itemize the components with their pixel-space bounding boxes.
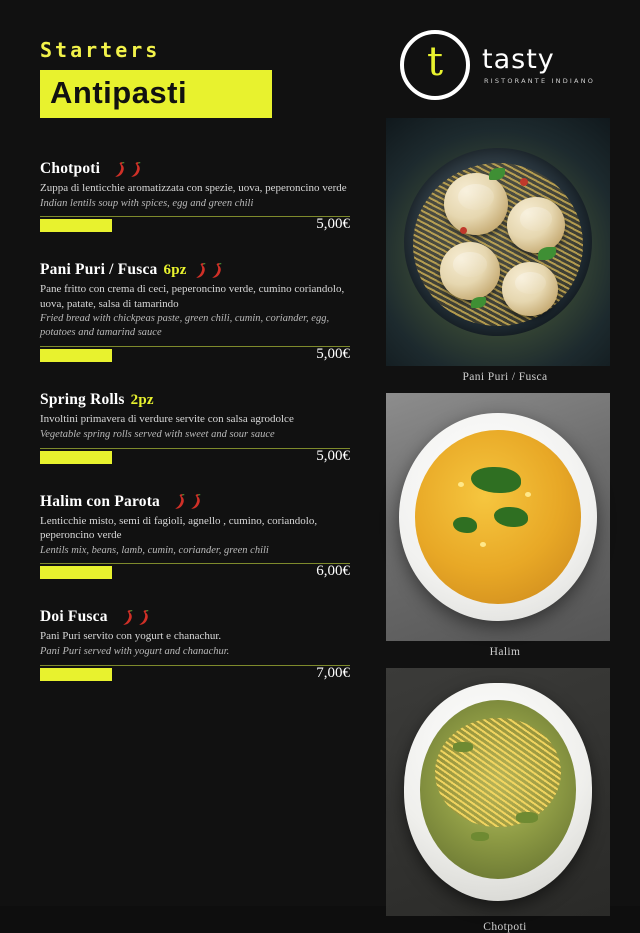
menu-item-description-it: Lenticchie misto, semi di fagioli, agnello , cumino, coriandolo, peperoncino verde (40, 514, 318, 542)
menu-item (40, 261, 350, 369)
menu-item-price-row (40, 564, 350, 586)
photo-block (386, 668, 624, 933)
brand-tagline: RISTORANTE INDIANO (484, 76, 596, 85)
chotpoti-photo (386, 668, 610, 916)
brand-text (482, 43, 596, 85)
menu-item-quantity: 2pz (130, 391, 154, 408)
photo-caption: Halim (489, 646, 521, 658)
menu-item (40, 608, 350, 687)
menu-item-price: 7,00€ (316, 664, 350, 681)
sev-topping (435, 718, 560, 827)
menu-item-name: Pani Puri / Fusca (40, 261, 158, 279)
photo-block (386, 118, 624, 383)
menu-item-description-it: Pane fritto con crema di ceci, peperoncino verde, cumino coriandolo, uova, patate, salsa di tamarindo (40, 283, 345, 310)
corn-kernel (480, 542, 486, 547)
logo-monogram: t (426, 39, 444, 85)
menu-right-column (378, 0, 640, 933)
menu-item-header (40, 261, 350, 279)
chili-pepper-icon (172, 493, 203, 510)
menu-item-name: Chotpoti (40, 160, 101, 177)
menu-item-price-row (40, 666, 350, 688)
menu-item-header (40, 493, 350, 511)
brand-logo (386, 16, 624, 118)
chili-pepper-icon (112, 161, 143, 178)
menu-item-description-en: Indian lentils soup with spices, egg and green chili (40, 197, 254, 209)
green-garnish (471, 832, 489, 841)
menu-item-description-en: Vegetable spring rolls served with sweet and sour sauce (40, 428, 275, 440)
menu-item-price-row (40, 217, 350, 239)
menu-item-price: 5,00€ (316, 346, 350, 363)
menu-item (40, 391, 350, 470)
section-title: Antipasti (40, 70, 272, 118)
section-kicker: Starters (40, 38, 161, 62)
menu-item-name: Spring Rolls (40, 391, 125, 409)
menu-item-price-row (40, 347, 350, 369)
menu-item-description-it: Pani Puri servito con yogurt e chanachur. (40, 630, 222, 643)
menu-item-header (40, 608, 350, 626)
menu-item-quantity: 6pz (163, 261, 187, 278)
puri-shape (502, 262, 558, 316)
menu-item-description-en: Lentils mix, beans, lamb, cumin, coriander, green chili (40, 544, 269, 556)
accent-swatch (40, 219, 112, 232)
halim-photo (386, 393, 610, 641)
photo-caption: Chotpoti (483, 921, 527, 933)
accent-swatch (40, 349, 112, 362)
menu-item-name: Halim con Parota (40, 492, 161, 510)
accent-swatch (40, 668, 112, 681)
chili-garnish (460, 227, 467, 234)
chili-pepper-icon (120, 609, 151, 626)
corn-kernel (458, 482, 464, 487)
chili-garnish (520, 178, 528, 186)
puri-shape (444, 173, 508, 235)
accent-swatch (40, 451, 112, 464)
menu-item-list (40, 160, 350, 688)
menu-item-name: Doi Fusca (40, 608, 108, 626)
menu-item-header (40, 391, 350, 409)
menu-item-price-row (40, 449, 350, 471)
menu-item-description-it: Zuppa di lenticchie aromatizzata con spezie, uova, peperoncino verde (40, 182, 347, 194)
pani-puri-photo (386, 118, 610, 366)
menu-item-description-it: Involtini primavera di verdure servite con salsa agrodolce (40, 413, 294, 426)
menu-item-price: 6,00€ (316, 563, 350, 580)
puri-shape (507, 197, 565, 253)
puri-shape (440, 242, 500, 300)
menu-item (40, 160, 350, 239)
accent-swatch (40, 566, 112, 579)
brand-name: tasty (482, 43, 555, 75)
chili-pepper-icon (193, 262, 224, 279)
menu-item-description-en: Pani Puri served with yogurt and chanachur. (40, 645, 230, 657)
menu-item-description-en: Fried bread with chickpeas paste, green chili, cumin, coriander, egg, potatoes and tamarind sauce (40, 313, 330, 339)
herb-garnish (453, 517, 477, 533)
green-garnish (516, 812, 538, 823)
menu-item (40, 493, 350, 587)
menu-item-header (40, 160, 350, 178)
green-garnish (453, 742, 473, 752)
photo-caption: Pani Puri / Fusca (462, 371, 548, 383)
logo-monogram-circle (400, 30, 470, 100)
photo-block (386, 393, 624, 658)
menu-item-price: 5,00€ (316, 447, 350, 464)
menu-item-price: 5,00€ (316, 216, 350, 233)
